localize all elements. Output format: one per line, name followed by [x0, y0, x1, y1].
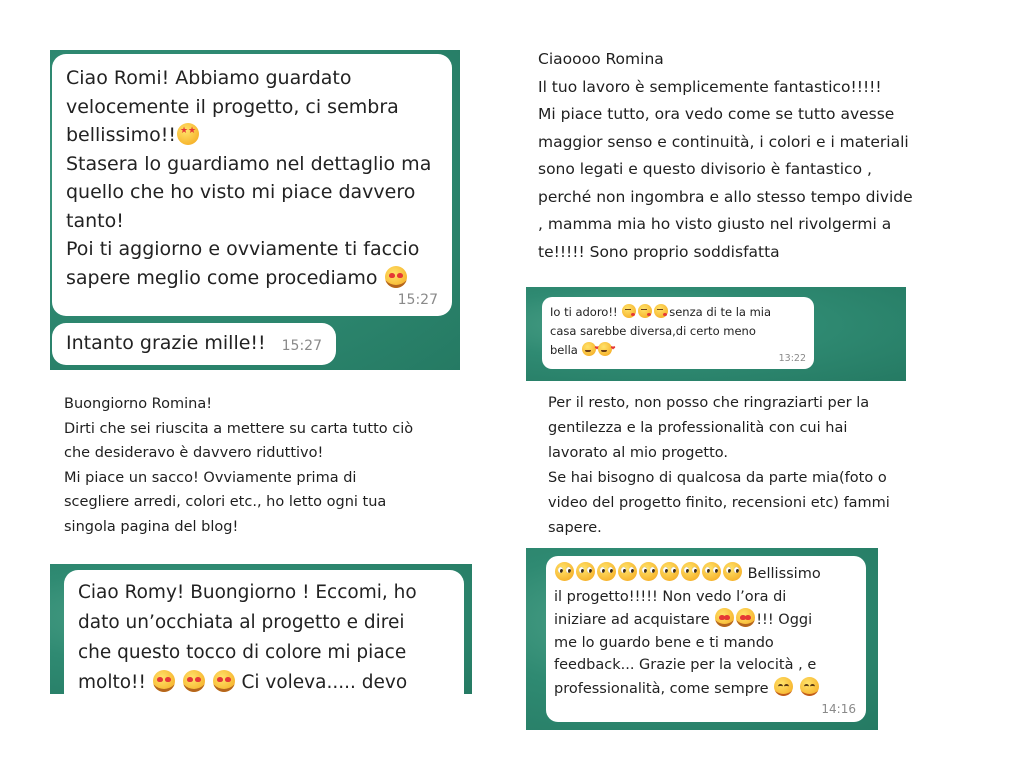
review-line: perché non ingombra e allo stesso tempo divide — [538, 187, 913, 206]
chat-screenshot-3 — [50, 564, 472, 694]
pleading-face-emoji-icon — [639, 562, 658, 581]
review-line: Mi piace tutto, ora vedo come se tutto avesse — [538, 105, 895, 123]
review-line: Dirti che sei riuscita a mettere su carta tutto ciò — [64, 420, 414, 437]
message-text: velocemente il progetto, ci sembra — [66, 95, 399, 118]
message-text: Poi ti aggiorno e ovviamente ti faccio — [66, 238, 420, 260]
review-line: Ciaoooo Romina — [538, 50, 664, 68]
review-line: gentilezza e la professionalità con cui hai — [548, 420, 848, 436]
heart-eyes-emoji-icon — [736, 608, 755, 627]
star-struck-emoji-icon — [177, 123, 199, 145]
message-text: Ciao Romi! Abbiamo guardato — [66, 67, 352, 89]
message-bubble — [52, 54, 452, 316]
review-line: sono legati e questo divisorio è fantastico , — [538, 160, 872, 178]
message-text: senza di te la mia — [669, 305, 772, 319]
message-timestamp: 14:16 — [821, 702, 856, 716]
review-line: che desideravo è davvero riduttivo! — [64, 445, 324, 461]
message-text: Ciao Romy! Buongiorno ! Eccomi, ho — [78, 582, 417, 603]
review-line: , mamma mia ho visto giusto nel rivolgermi a — [538, 215, 892, 233]
review-line: Per il resto, non posso che ringraziarti per la — [548, 395, 870, 411]
pleading-face-emoji-icon — [618, 562, 637, 581]
chat-screenshot-1 — [50, 50, 460, 370]
review-text — [64, 392, 413, 539]
message-text: tanto! — [66, 209, 124, 232]
smiling-face-emoji-icon — [774, 677, 793, 696]
message-text: che questo tocco di colore mi piace — [78, 642, 407, 663]
smiling-face-with-hearts-emoji-icon — [582, 342, 596, 356]
pleading-face-emoji-icon — [660, 562, 679, 581]
chat-screenshot-2 — [526, 287, 906, 381]
message-text: Io ti adoro!! — [550, 305, 618, 319]
message-text: sapere meglio come procediamo — [66, 266, 378, 289]
review-line: te!!!!! Sono proprio soddisfatta — [538, 242, 780, 261]
pleading-face-emoji-icon — [597, 562, 616, 581]
message-timestamp: 15:27 — [281, 338, 322, 354]
message-text: casa sarebbe diversa,di certo meno — [550, 324, 756, 338]
review-line: Mi piace un sacco! Ovviamente prima di — [64, 469, 357, 486]
message-timestamp: 13:22 — [778, 353, 806, 364]
message-timestamp: 15:27 — [397, 292, 438, 308]
smiling-face-with-hearts-emoji-icon — [598, 342, 612, 356]
message-bubble — [52, 323, 336, 365]
pleading-face-emoji-icon — [681, 562, 700, 581]
review-line: lavorato al mio progetto. — [548, 445, 728, 461]
message-text: bellissimo!! — [66, 124, 177, 146]
heart-eyes-emoji-icon — [183, 670, 205, 692]
heart-eyes-emoji-icon — [715, 608, 734, 627]
pleading-face-emoji-icon — [723, 562, 742, 581]
pleading-face-emoji-icon — [702, 562, 721, 581]
heart-eyes-emoji-icon — [385, 266, 407, 288]
message-text: Ci voleva..... devo — [241, 672, 408, 693]
message-text: il progetto!!!!! Non vedo l’ora di — [554, 588, 787, 605]
message-text: dato un’occhiata al progetto e direi — [78, 612, 405, 633]
kissing-face-emoji-icon — [654, 304, 668, 318]
message-text: iniziare ad acquistare — [554, 612, 710, 628]
kissing-face-emoji-icon — [638, 304, 652, 318]
message-text: Stasera lo guardiamo nel dettaglio ma — [66, 152, 432, 175]
message-text: Intanto grazie mille!! — [66, 332, 266, 354]
message-text: quello che ho visto mi piace davvero — [66, 181, 416, 203]
review-line: scegliere arredi, colori etc., ho letto ogni tua — [64, 494, 387, 510]
message-text: Bellissimo — [747, 566, 821, 582]
heart-eyes-emoji-icon — [153, 670, 175, 692]
pleading-face-emoji-icon — [576, 562, 595, 581]
message-text: !!! Oggi — [756, 612, 813, 628]
kissing-face-emoji-icon — [622, 304, 636, 318]
review-line: singola pagina del blog! — [64, 518, 239, 535]
message-bubble — [546, 556, 866, 722]
message-text: feedback... Grazie per la velocità , e — [554, 657, 817, 673]
review-line: maggior senso e continuità, i colori e i materiali — [538, 132, 909, 151]
message-text: molto!! — [78, 672, 146, 693]
chat-screenshot-4 — [526, 548, 878, 730]
heart-eyes-emoji-icon — [213, 670, 235, 692]
message-text: professionalità, come sempre — [554, 680, 769, 697]
review-line: Buongiorno Romina! — [64, 396, 213, 412]
review-line: sapere. — [548, 520, 602, 536]
message-text: me lo guardo bene e ti mando — [554, 634, 774, 651]
message-text: bella — [550, 343, 578, 357]
message-bubble — [64, 570, 464, 694]
smiling-face-emoji-icon — [800, 677, 819, 696]
review-text — [548, 391, 890, 541]
message-bubble — [542, 297, 814, 369]
review-line: Se hai bisogno di qualcosa da parte mia(foto o — [548, 470, 887, 486]
review-text — [538, 46, 913, 266]
pleading-face-emoji-icon — [555, 562, 574, 581]
review-line: video del progetto finito, recensioni etc) fammi — [548, 495, 890, 511]
review-line: Il tuo lavoro è semplicemente fantastico!!!!! — [538, 77, 882, 96]
